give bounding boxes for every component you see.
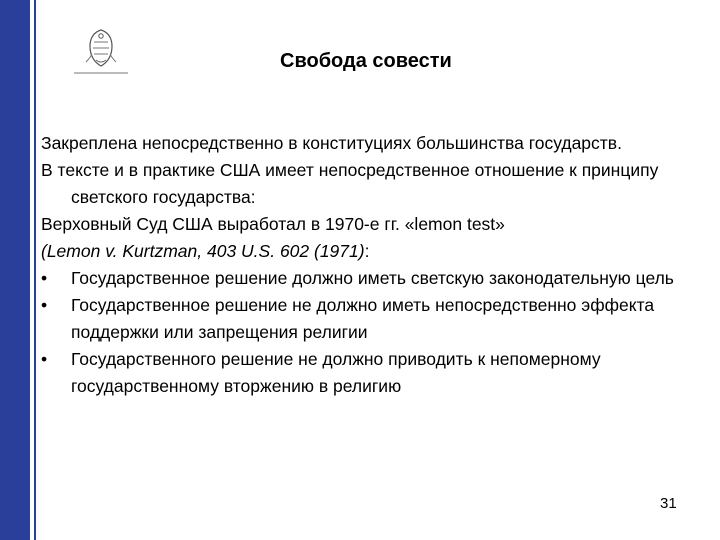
list-item bbox=[41, 265, 681, 292]
bullet-icon: • bbox=[41, 268, 48, 288]
left-accent-bar bbox=[0, 0, 30, 540]
paragraph-lemon-test: Верховный Суд США выработал в 1970-е гг. «lemon test» bbox=[41, 214, 505, 234]
university-crest-icon bbox=[72, 26, 130, 78]
slide-title: Свобода совести bbox=[280, 50, 452, 72]
list-item bbox=[41, 292, 681, 346]
left-divider-line bbox=[34, 0, 36, 540]
bullet-text: Государственное решение должно иметь светскую законодательную цель bbox=[71, 268, 674, 288]
paragraph-constitutions: Закреплена непосредственно в конституциях большинства государств. bbox=[41, 133, 622, 153]
bullet-icon: • bbox=[41, 349, 48, 369]
slide-body bbox=[41, 130, 681, 400]
page-number: 31 bbox=[660, 495, 677, 512]
case-citation-text: (Lemon v. Kurtzman, 403 U.S. 602 (1971) bbox=[41, 241, 365, 261]
bullet-text: Государственного решение не должно приводить к непомерному государственному вторжению в религию bbox=[71, 349, 601, 396]
bullet-icon: • bbox=[41, 295, 48, 315]
list-item bbox=[41, 346, 681, 400]
paragraph-usa-practice: В тексте и в практике США имеет непосредственное отношение к принципу светского государства: bbox=[41, 160, 659, 207]
case-citation bbox=[41, 238, 681, 265]
case-citation-colon: : bbox=[364, 241, 370, 261]
bullet-text: Государственное решение не должно иметь непосредственно эффекта поддержки или запрещения религии bbox=[71, 295, 655, 342]
